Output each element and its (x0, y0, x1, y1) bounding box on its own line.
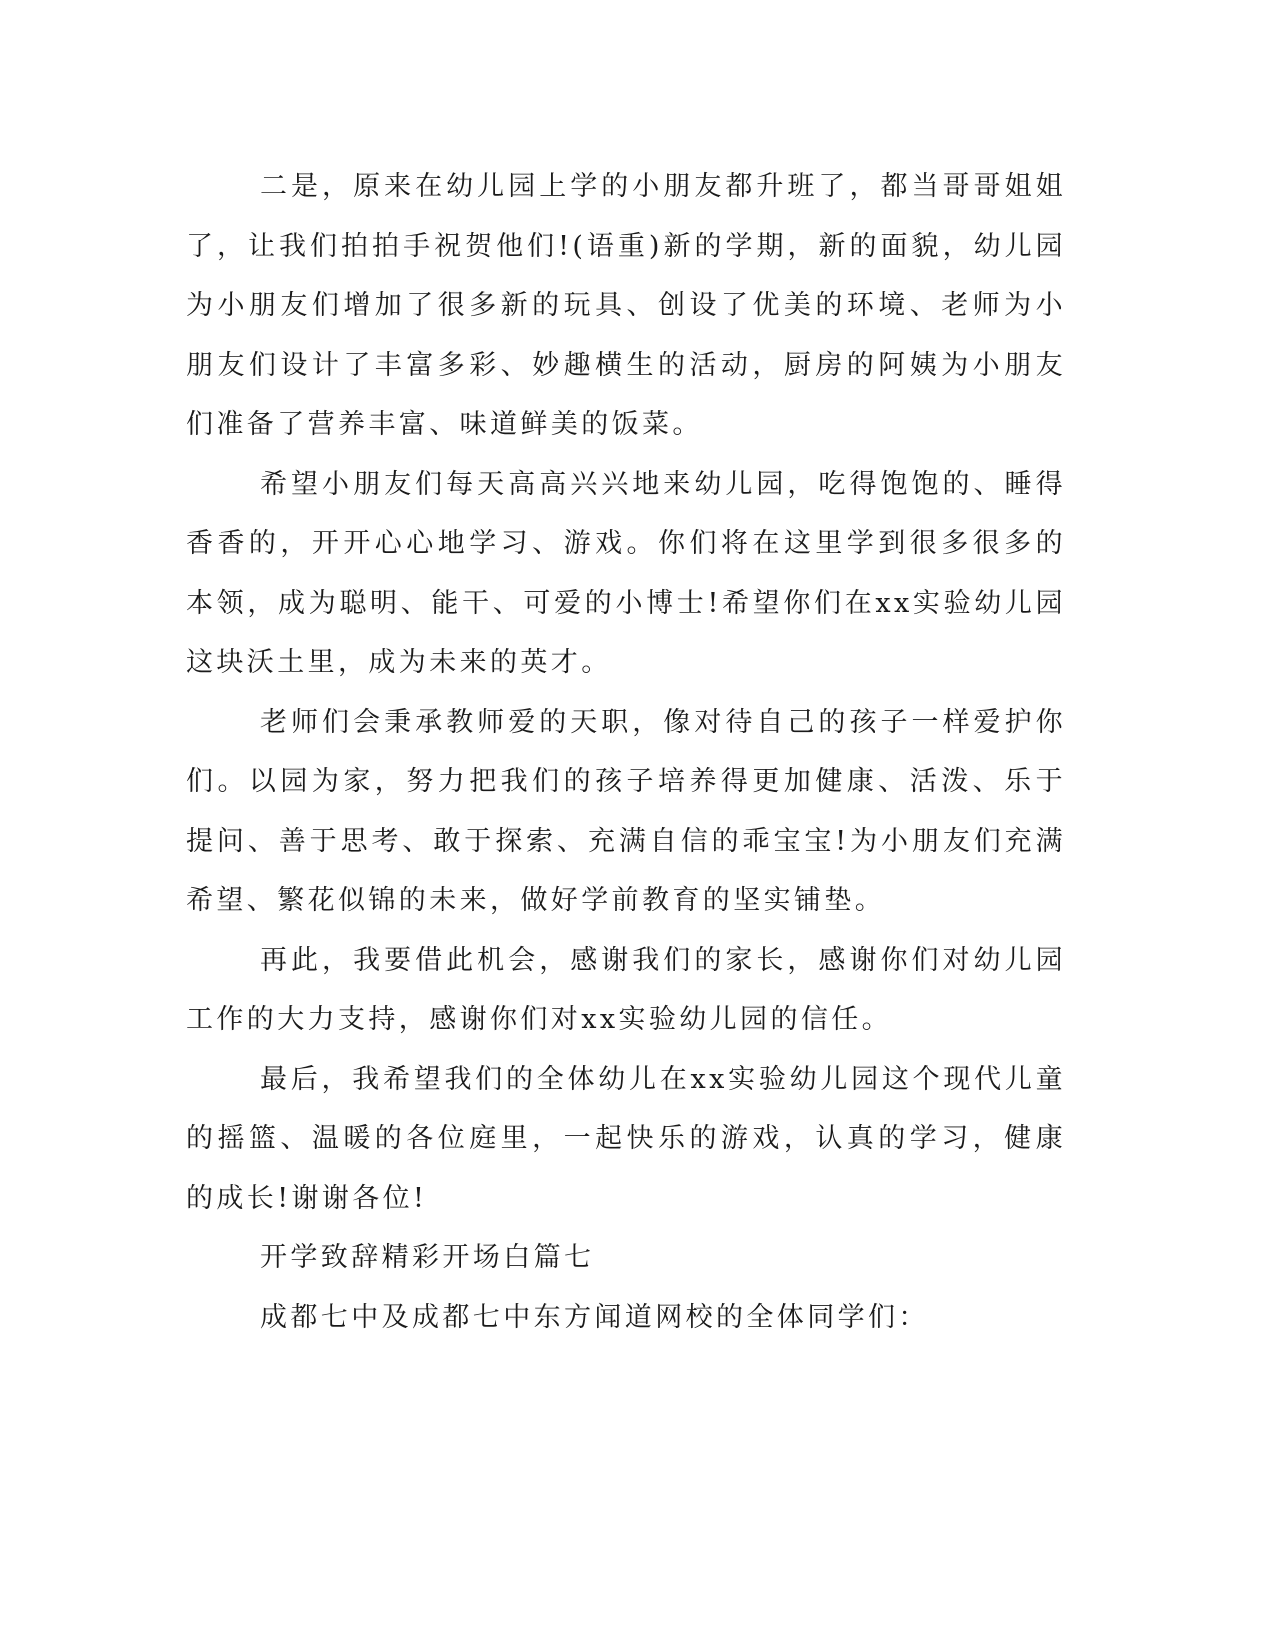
paragraph-closing: 最后，我希望我们的全体幼儿在xx实验幼儿园这个现代儿童的摇篮、温暖的各位庭里，一起快乐的游戏，认真的学习，健康的成长!谢谢各位! (186, 1063, 1066, 1214)
document-body (186, 157, 1066, 1347)
section-title: 开学致辞精彩开场白篇七 (260, 1242, 595, 1273)
paragraph-hopes: 希望小朋友们每天高高兴兴地来幼儿园，吃得饱饱的、睡得香香的，开开心心地学习、游戏。你们将在这里学到很多很多的本领，成为聪明、能干、可爱的小博士!希望你们在xx实验幼儿园这块沃土里，成为未来的英才。 (186, 468, 1066, 678)
salutation: 成都七中及成都七中东方闻道网校的全体同学们： (260, 1301, 929, 1333)
paragraph-promotion: 二是，原来在幼儿园上学的小朋友都升班了，都当哥哥姐姐了，让我们拍拍手祝贺他们!(语重)新的学期，新的面貌，幼儿园为小朋友们增加了很多新的玩具、创设了优美的环境、老师为小朋友们设计了丰富多彩、妙趣横生的活动，厨房的阿姨为小朋友们准备了营养丰富、味道鲜美的饭菜。 (186, 171, 1066, 440)
paragraph-thanks-parents: 再此，我要借此机会，感谢我们的家长，感谢你们对幼儿园工作的大力支持，感谢你们对xx实验幼儿园的信任。 (186, 944, 1066, 1035)
paragraph-teachers: 老师们会秉承教师爱的天职，像对待自己的孩子一样爱护你们。以园为家，努力把我们的孩子培养得更加健康、活泼、乐于提问、善于思考、敢于探索、充满自信的乖宝宝!为小朋友们充满希望、繁花似锦的未来，做好学前教育的坚实铺垫。 (186, 706, 1066, 916)
